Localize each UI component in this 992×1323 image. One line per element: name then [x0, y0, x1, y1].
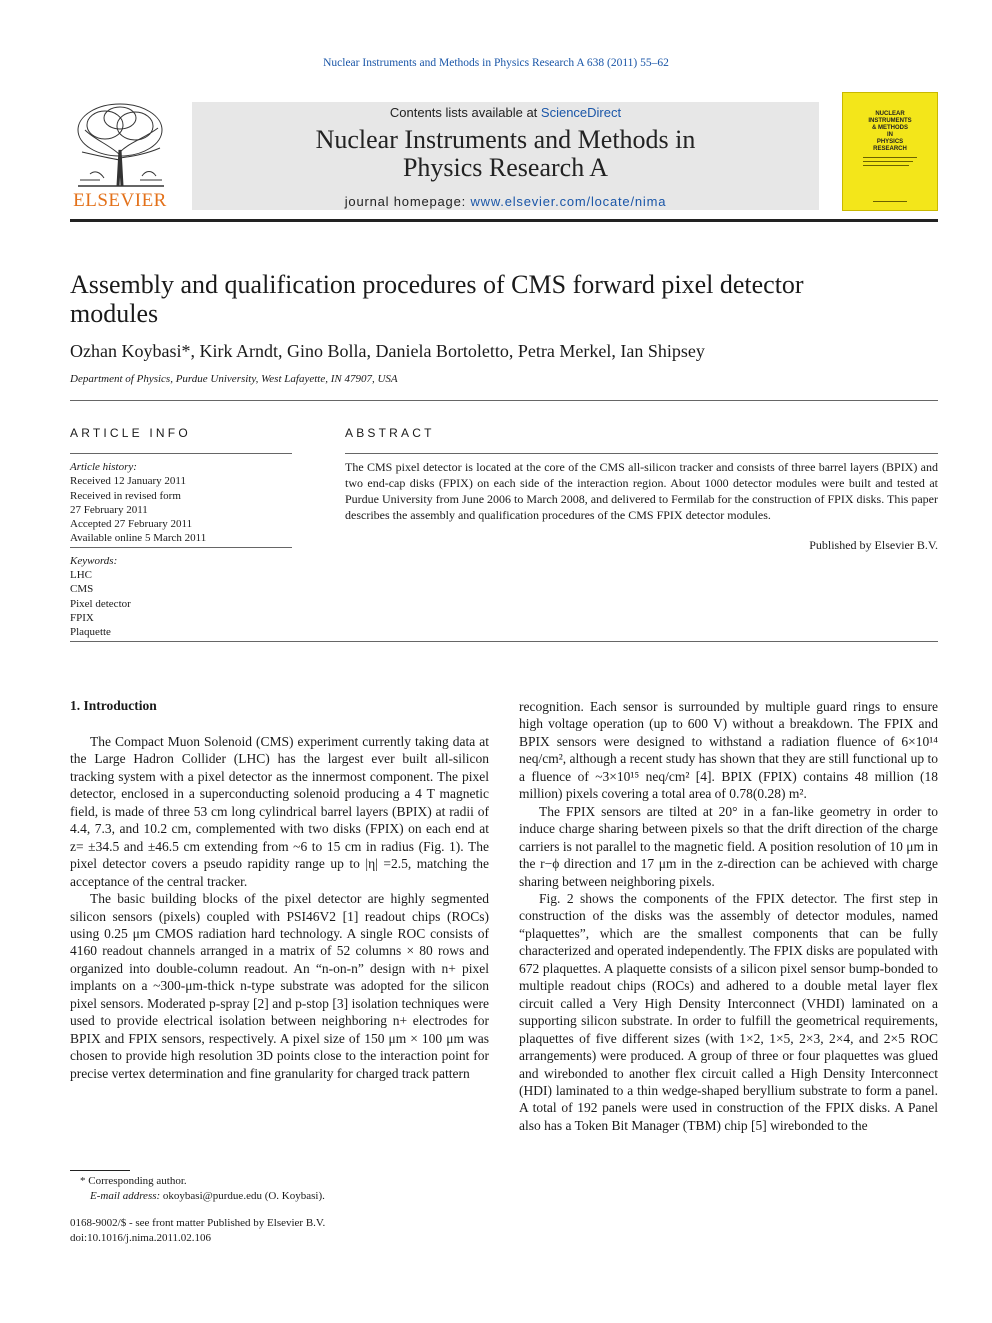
cover-title: NUCLEAR INSTRUMENTS & METHODS IN PHYSICS RESEARCH [868, 111, 912, 152]
contents-line [192, 105, 819, 120]
journal-name [192, 126, 819, 182]
history-item: 27 February 2011 [70, 503, 148, 516]
journal-banner [192, 102, 819, 210]
paragraph: recognition. Each sensor is surrounded by multiple guard rings to ensure high voltage operation (up to 600 V) without a breakdown. The FPIX and BPIX sensors were designed to withstand a radiation fluence of 6×10¹⁴ neq/cm², although a recent study has shown that they are still functional up to a fluence of ~3×10¹⁵ neq/cm² [4]. BPIX (FPIX) contains 48 million (18 million) pixels covering a total area of 0.78(0.28) m². [519, 699, 938, 802]
divider [70, 641, 938, 642]
keyword: Pixel detector [70, 597, 131, 610]
footnote-rule [70, 1170, 130, 1171]
history-item: Available online 5 March 2011 [70, 532, 207, 545]
affiliation: Department of Physics, Purdue University, West Lafayette, IN 47907, USA [70, 373, 398, 385]
journal-name-line2: Physics Research A [402, 153, 609, 182]
keyword: Plaquette [70, 626, 111, 639]
issn-line: 0168-9002/$ - see front matter Published by Elsevier B.V. [70, 1217, 326, 1229]
history-label: Article history: [70, 461, 137, 473]
divider [345, 453, 938, 454]
elsevier-wordmark: ELSEVIER [73, 190, 167, 211]
email-label: E-mail address: [90, 1189, 163, 1202]
article-info [70, 460, 292, 640]
email-address[interactable]: okoybasi@purdue.edu (O. Koybasi). [162, 1189, 325, 1202]
homepage-prefix: journal homepage: [344, 194, 471, 209]
journal-name-line1: Nuclear Instruments and Methods in [315, 125, 696, 154]
elsevier-logo [70, 100, 170, 212]
sciencedirect-link[interactable]: ScienceDirect [540, 105, 622, 120]
divider [70, 547, 292, 548]
abstract-text: The CMS pixel detector is located at the core of the CMS all-silicon tracker and consists of three barrel layers (BPIX) and two end-cap disks (FPIX) on each side of the interaction region. About 1000 detector modules were built and tested at Purdue University from June 2006 to March 2008, and delivered to Fermilab for the construction of FPIX disks. This paper describes the assembly and qualification procedures of the CMS FPIX detector modules. [345, 460, 938, 522]
footnotes [70, 1174, 490, 1203]
email-note [70, 1189, 490, 1204]
tree-icon [70, 100, 170, 188]
homepage-link[interactable]: www.elsevier.com/locate/nima [470, 194, 667, 209]
keyword: LHC [70, 569, 92, 582]
corresponding-author-note: * Corresponding author. [80, 1175, 187, 1187]
article-meta-footer [70, 1216, 325, 1246]
contents-prefix: Contents lists available at [389, 105, 541, 120]
section-heading-introduction: 1. Introduction [70, 698, 157, 713]
header-rule [70, 219, 938, 222]
paragraph: The FPIX sensors are tilted at 20° in a fan-like geometry in order to induce charge sharing between pixels so that the drift direction of the charge carriers is not parallel to the magnetic field. A position resolution of 10 μm in the r−ϕ direction and 17 μm in the z-direction can be achieved with charge sharing between neighboring pixels. [519, 803, 938, 889]
body-column-right [519, 698, 938, 1134]
doi-line[interactable]: doi:10.1016/j.nima.2011.02.106 [70, 1232, 212, 1244]
body-column-left [70, 733, 489, 1082]
publisher-note: Published by Elsevier B.V. [809, 538, 938, 552]
abstract-heading: ABSTRACT [345, 426, 435, 440]
history-item: Received 12 January 2011 [70, 475, 186, 488]
journal-reference[interactable]: Nuclear Instruments and Methods in Physics Research A 638 (2011) 55–62 [323, 57, 669, 69]
homepage-line [192, 194, 819, 209]
paragraph: The Compact Muon Solenoid (CMS) experiment currently taking data at the Large Hadron Collider (LHC) has the largest ever built all-silicon tracking system with a pixel detector as the innermost component. The pixel detector, enclosed in a superconducting solenoid producing a 4 T magnetic field, is made of three 53 cm long cylindrical barrel layers (BPIX) at radii of 4.4, 7.3, and 10.2 cm, complemented with two disks (FPIX) on each end at z= ±34.5 and ±46.5 cm extending from ~6 to 15 cm in radius (Fig. 1). The pixel detector covers a pseudo rapidity range up to |η| =2.5, matching the acceptance of the central tracker. [70, 734, 489, 889]
history-item: Accepted 27 February 2011 [70, 518, 193, 531]
journal-cover-thumbnail[interactable] [842, 92, 938, 211]
paragraph: The basic building blocks of the pixel detector are highly segmented silicon sensors (pixels) coupled with PSI46V2 [1] readout chips (ROCs) using 0.25 μm CMOS radiation hard technology. A single ROC consists of 4160 readout channels arranged in a matrix of 52 columns × 80 rows and organized into double-column readout. An “n-on-n” design with n+ pixel implants on a ~300-μm-thick n-type substrate was adopted for the silicon pixel sensors. Moderated p-spray [2] and p-stop [3] isolation techniques were used to provide electrical isolation between neighboring n+ electrodes for BPIX and FPIX sensors, respectively. A pixel size of 150 μm × 100 μm was chosen to provide high resolution 3D points close to the interaction point for precise vertex determination and fine granularity for charged track pattern [70, 891, 489, 1081]
article-title: Assembly and qualification procedures of CMS forward pixel detector modules [70, 270, 804, 328]
history-item: Received in revised form [70, 489, 181, 502]
keyword: FPIX [70, 611, 94, 624]
author-list: Ozhan Koybasi*, Kirk Arndt, Gino Bolla, Daniela Bortoletto, Petra Merkel, Ian Shipsey [70, 341, 705, 361]
keyword: CMS [70, 583, 94, 596]
divider [70, 453, 292, 454]
paragraph: Fig. 2 shows the components of the FPIX detector. The first step in construction of the disks was the assembly of detector modules, named “plaquettes”, which are the smallest components that can be fully characterized and operated independently. The FPIX disks are populated with 672 plaquettes. A plaquette consists of a silicon pixel sensor bump-bonded to multiple readout chips (ROCs) and adhered to a double metal layer flex circuit called a Very High Density Interconnect (VHDI) laminated on a supporting silicon substrate. In order to fulfill the geometrical requirements, plaquettes of five different sizes (with 1×2, 1×5, 2×3, 2×4, and 2×5 ROC arrangements) were produced. A group of three or four plaquettes was glued and wirebonded to another flex circuit called a High Density Interconnect (HDI) laminated to a thin wedge-shaped beryllium substrate to form a panel. A total of 192 panels were used in construction of the FPIX disks. A Panel also has a Token Bit Manager (TBM) chip [5] wirebonded to the [519, 890, 938, 1133]
keywords-label: Keywords: [70, 554, 118, 567]
article-info-heading: ARTICLE INFO [70, 426, 191, 440]
divider [70, 400, 938, 401]
